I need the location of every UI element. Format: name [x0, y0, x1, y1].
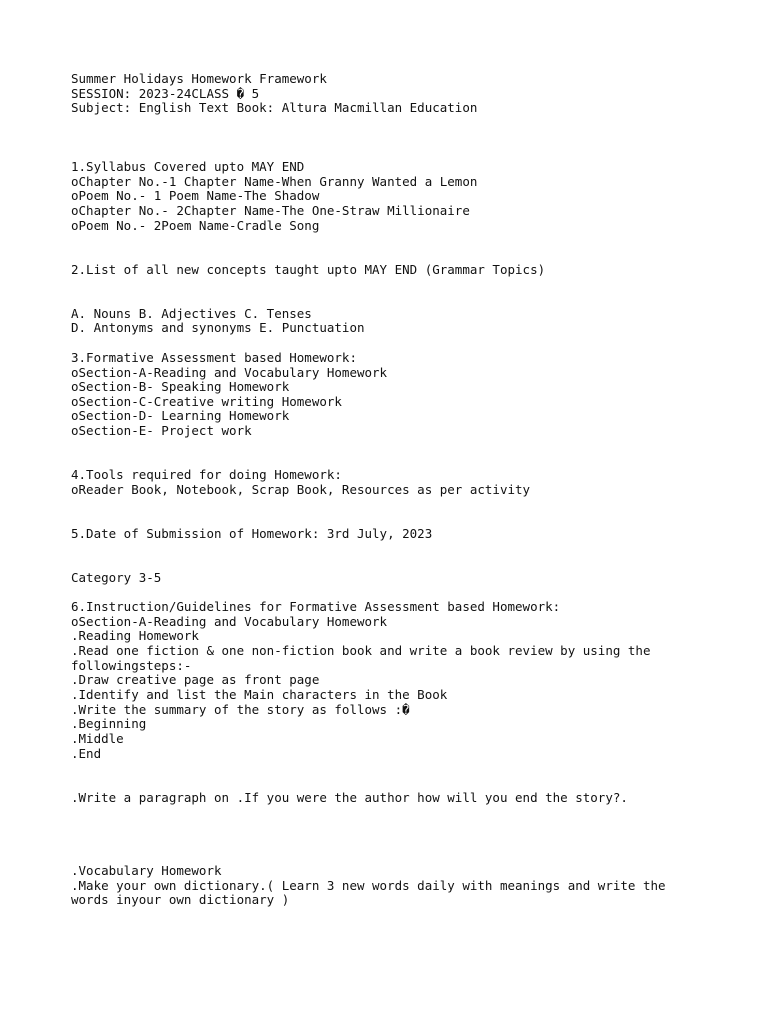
section-3-heading: 3.Formative Assessment based Homework: [71, 350, 357, 365]
guideline-line: .Write the summary of the story as follows :� [71, 702, 410, 717]
section-6-heading: 6.Instruction/Guidelines for Formative Assessment based Homework: [71, 599, 561, 614]
guideline-line: followingsteps:- [71, 658, 192, 673]
syllabus-item: oPoem No.- 1 Poem Name-The Shadow [71, 188, 320, 203]
section-5-heading: 5.Date of Submission of Homework: 3rd July, 2023 [71, 526, 433, 541]
guideline-line: .Identify and list the Main characters in the Book [71, 687, 448, 702]
guideline-line: .Vocabulary Homework [71, 863, 222, 878]
category-line: Category 3-5 [71, 570, 162, 585]
tools-item: oReader Book, Notebook, Scrap Book, Resources as per activity [71, 482, 531, 497]
guideline-line: .Write a paragraph on .If you were the author how will you end the story?. [71, 790, 628, 805]
guideline-line: .End [71, 746, 102, 761]
homework-section-item: oSection-D- Learning Homework [71, 408, 290, 423]
section-1-heading: 1.Syllabus Covered upto MAY END [71, 159, 305, 174]
syllabus-item: oChapter No.- 2Chapter Name-The One-Straw Millionaire [71, 203, 470, 218]
homework-section-item: oSection-E- Project work [71, 423, 252, 438]
guideline-line: oSection-A-Reading and Vocabulary Homework [71, 614, 388, 629]
subject-line: Subject: English Text Book: Altura Macmillan Education [71, 100, 478, 115]
guideline-line: .Middle [71, 731, 124, 746]
document-title: Summer Holidays Homework Framework [71, 71, 327, 86]
section-2-heading: 2.List of all new concepts taught upto MAY END (Grammar Topics) [71, 262, 546, 277]
guideline-line: words inyour own dictionary ) [71, 892, 290, 907]
homework-section-item: oSection-C-Creative writing Homework [71, 394, 342, 409]
guideline-line: .Draw creative page as front page [71, 672, 320, 687]
section-4-heading: 4.Tools required for doing Homework: [71, 467, 342, 482]
homework-section-item: oSection-A-Reading and Vocabulary Homework [71, 365, 388, 380]
session-line: SESSION: 2023-24CLASS � 5 [71, 86, 260, 101]
grammar-topics-line: D. Antonyms and synonyms E. Punctuation [71, 320, 365, 335]
grammar-topics-line: A. Nouns B. Adjectives C. Tenses [71, 306, 312, 321]
syllabus-item: oPoem No.- 2Poem Name-Cradle Song [71, 218, 320, 233]
guideline-line: .Reading Homework [71, 628, 199, 643]
guideline-line: .Read one fiction & one non-fiction book and write a book review by using the [71, 643, 651, 658]
syllabus-item: oChapter No.-1 Chapter Name-When Granny Wanted a Lemon [71, 174, 478, 189]
guideline-line: .Make your own dictionary.( Learn 3 new words daily with meanings and write the [71, 878, 666, 893]
guideline-line: .Beginning [71, 716, 147, 731]
homework-section-item: oSection-B- Speaking Homework [71, 379, 290, 394]
